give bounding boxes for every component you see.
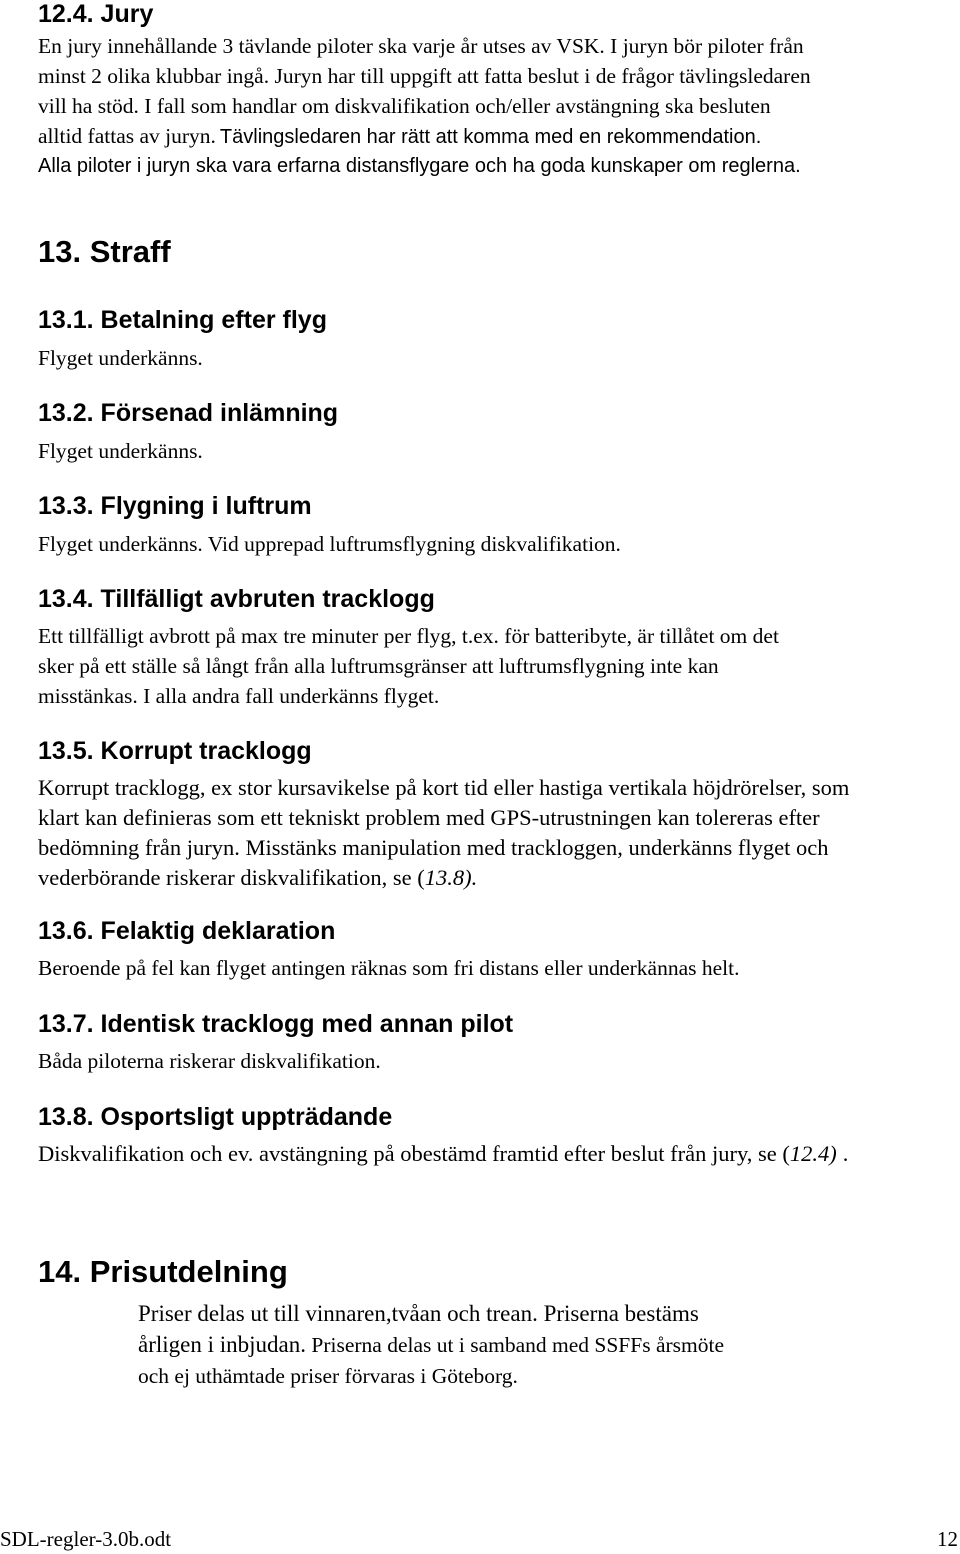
section-13-5-line-4 [38,865,477,891]
section-text-13-6: Beroende på fel kan flyget antingen räknas som fri distans eller underkännas helt. [38,956,740,980]
section-heading-jury: 12.4. Jury [38,0,154,28]
section-13-5-line-1: Korrupt tracklogg, ex stor kursavikelse på kort tid eller hastiga vertikala höjdrörelser, som [38,775,850,800]
jury-line-4-serif: alltid fattas av juryn. [38,124,216,148]
section-heading-13-6: 13.6. Felaktig deklaration [38,917,336,945]
section-heading-13-5: 13.5. Korrupt tracklogg [38,737,312,765]
footer-filename: SDL-regler-3.0b.odt [0,1527,172,1551]
section-13-4-line-2: sker på ett ställe så långt från alla luftrumsgränser att luftrumsflygning inte kan [38,654,719,678]
section-13-5-line-4-text: vederbörande riskerar diskvalifikation, se ( [38,865,425,890]
section-13-4-line-1: Ett tillfälligt avbrott på max tre minuter per flyg, t.ex. för batteribyte, är tillåtet om det [38,624,779,648]
section-13-5-line-3: bedömning från juryn. Misstänks manipulation med trackloggen, underkänns flyget och [38,835,829,860]
section-13-5-line-2: klart kan definieras som ett tekniskt problem med GPS-utrustningen kan tolereras efter [38,805,820,830]
section-text-13-2: Flyget underkänns. [38,439,203,463]
jury-line-2: minst 2 olika klubbar ingå. Juryn har till uppgift att fatta beslut i de frågor tävlingsledaren [38,64,811,88]
jury-line-4-sans: Tävlingsledaren har rätt att komma med en rekommendation. [219,126,762,148]
section-heading-13-8: 13.8. Osportsligt uppträdande [38,1103,393,1131]
section-text-13-3: Flyget underkänns. Vid upprepad luftrumsflygning diskvalifikation. [38,532,621,556]
section-13-8-text: Diskvalifikation och ev. avstängning på obestämd framtid efter beslut från jury, se ( [38,1141,790,1166]
section-heading-13-2: 13.2. Försenad inlämning [38,399,339,427]
section-text-13-1: Flyget underkänns. [38,346,203,370]
prisutdelning-line-3: och ej uthämtade priser förvaras i Göteborg. [138,1364,518,1388]
prisutdelning-line-1: Priser delas ut till vinnaren,tvåan och trean. Priserna bestäms [138,1301,699,1326]
section-heading-13-1: 13.1. Betalning efter flyg [38,306,327,334]
prisutdelning-line-2b: Priserna delas ut i samband med SSFFs årsmöte [306,1333,725,1357]
section-13-5-reference: 13.8). [424,865,478,890]
jury-line-3: vill ha stöd. I fall som handlar om diskvalifikation och/eller avstängning ska besluten [38,94,771,118]
section-text-13-7: Båda piloterna riskerar diskvalifikation. [38,1049,381,1073]
chapter-heading-prisutdelning: 14. Prisutdelning [38,1254,288,1289]
section-13-8-tail: . [842,1141,849,1166]
section-heading-13-3: 13.3. Flygning i luftrum [38,492,312,520]
prisutdelning-line-2 [138,1332,724,1358]
footer-page-number: 12 [937,1527,958,1551]
section-text-13-8 [38,1141,848,1167]
prisutdelning-line-2a: årligen i inbjudan. [138,1332,306,1357]
section-13-8-reference: 12.4) [789,1141,837,1166]
jury-line-1: En jury innehållande 3 tävlande piloter ska varje år utses av VSK. I juryn bör piloter från [38,34,804,58]
chapter-heading-straff: 13. Straff [38,234,171,269]
section-heading-13-4: 13.4. Tillfälligt avbruten tracklogg [38,585,435,613]
jury-line-4 [38,124,761,149]
jury-line-5: Alla piloter i juryn ska vara erfarna distansflygare och ha goda kunskaper om reglerna. [38,155,801,177]
section-heading-13-7: 13.7. Identisk tracklogg med annan pilot [38,1010,514,1038]
section-13-4-line-3: misstänkas. I alla andra fall underkänns flyget. [38,684,440,708]
